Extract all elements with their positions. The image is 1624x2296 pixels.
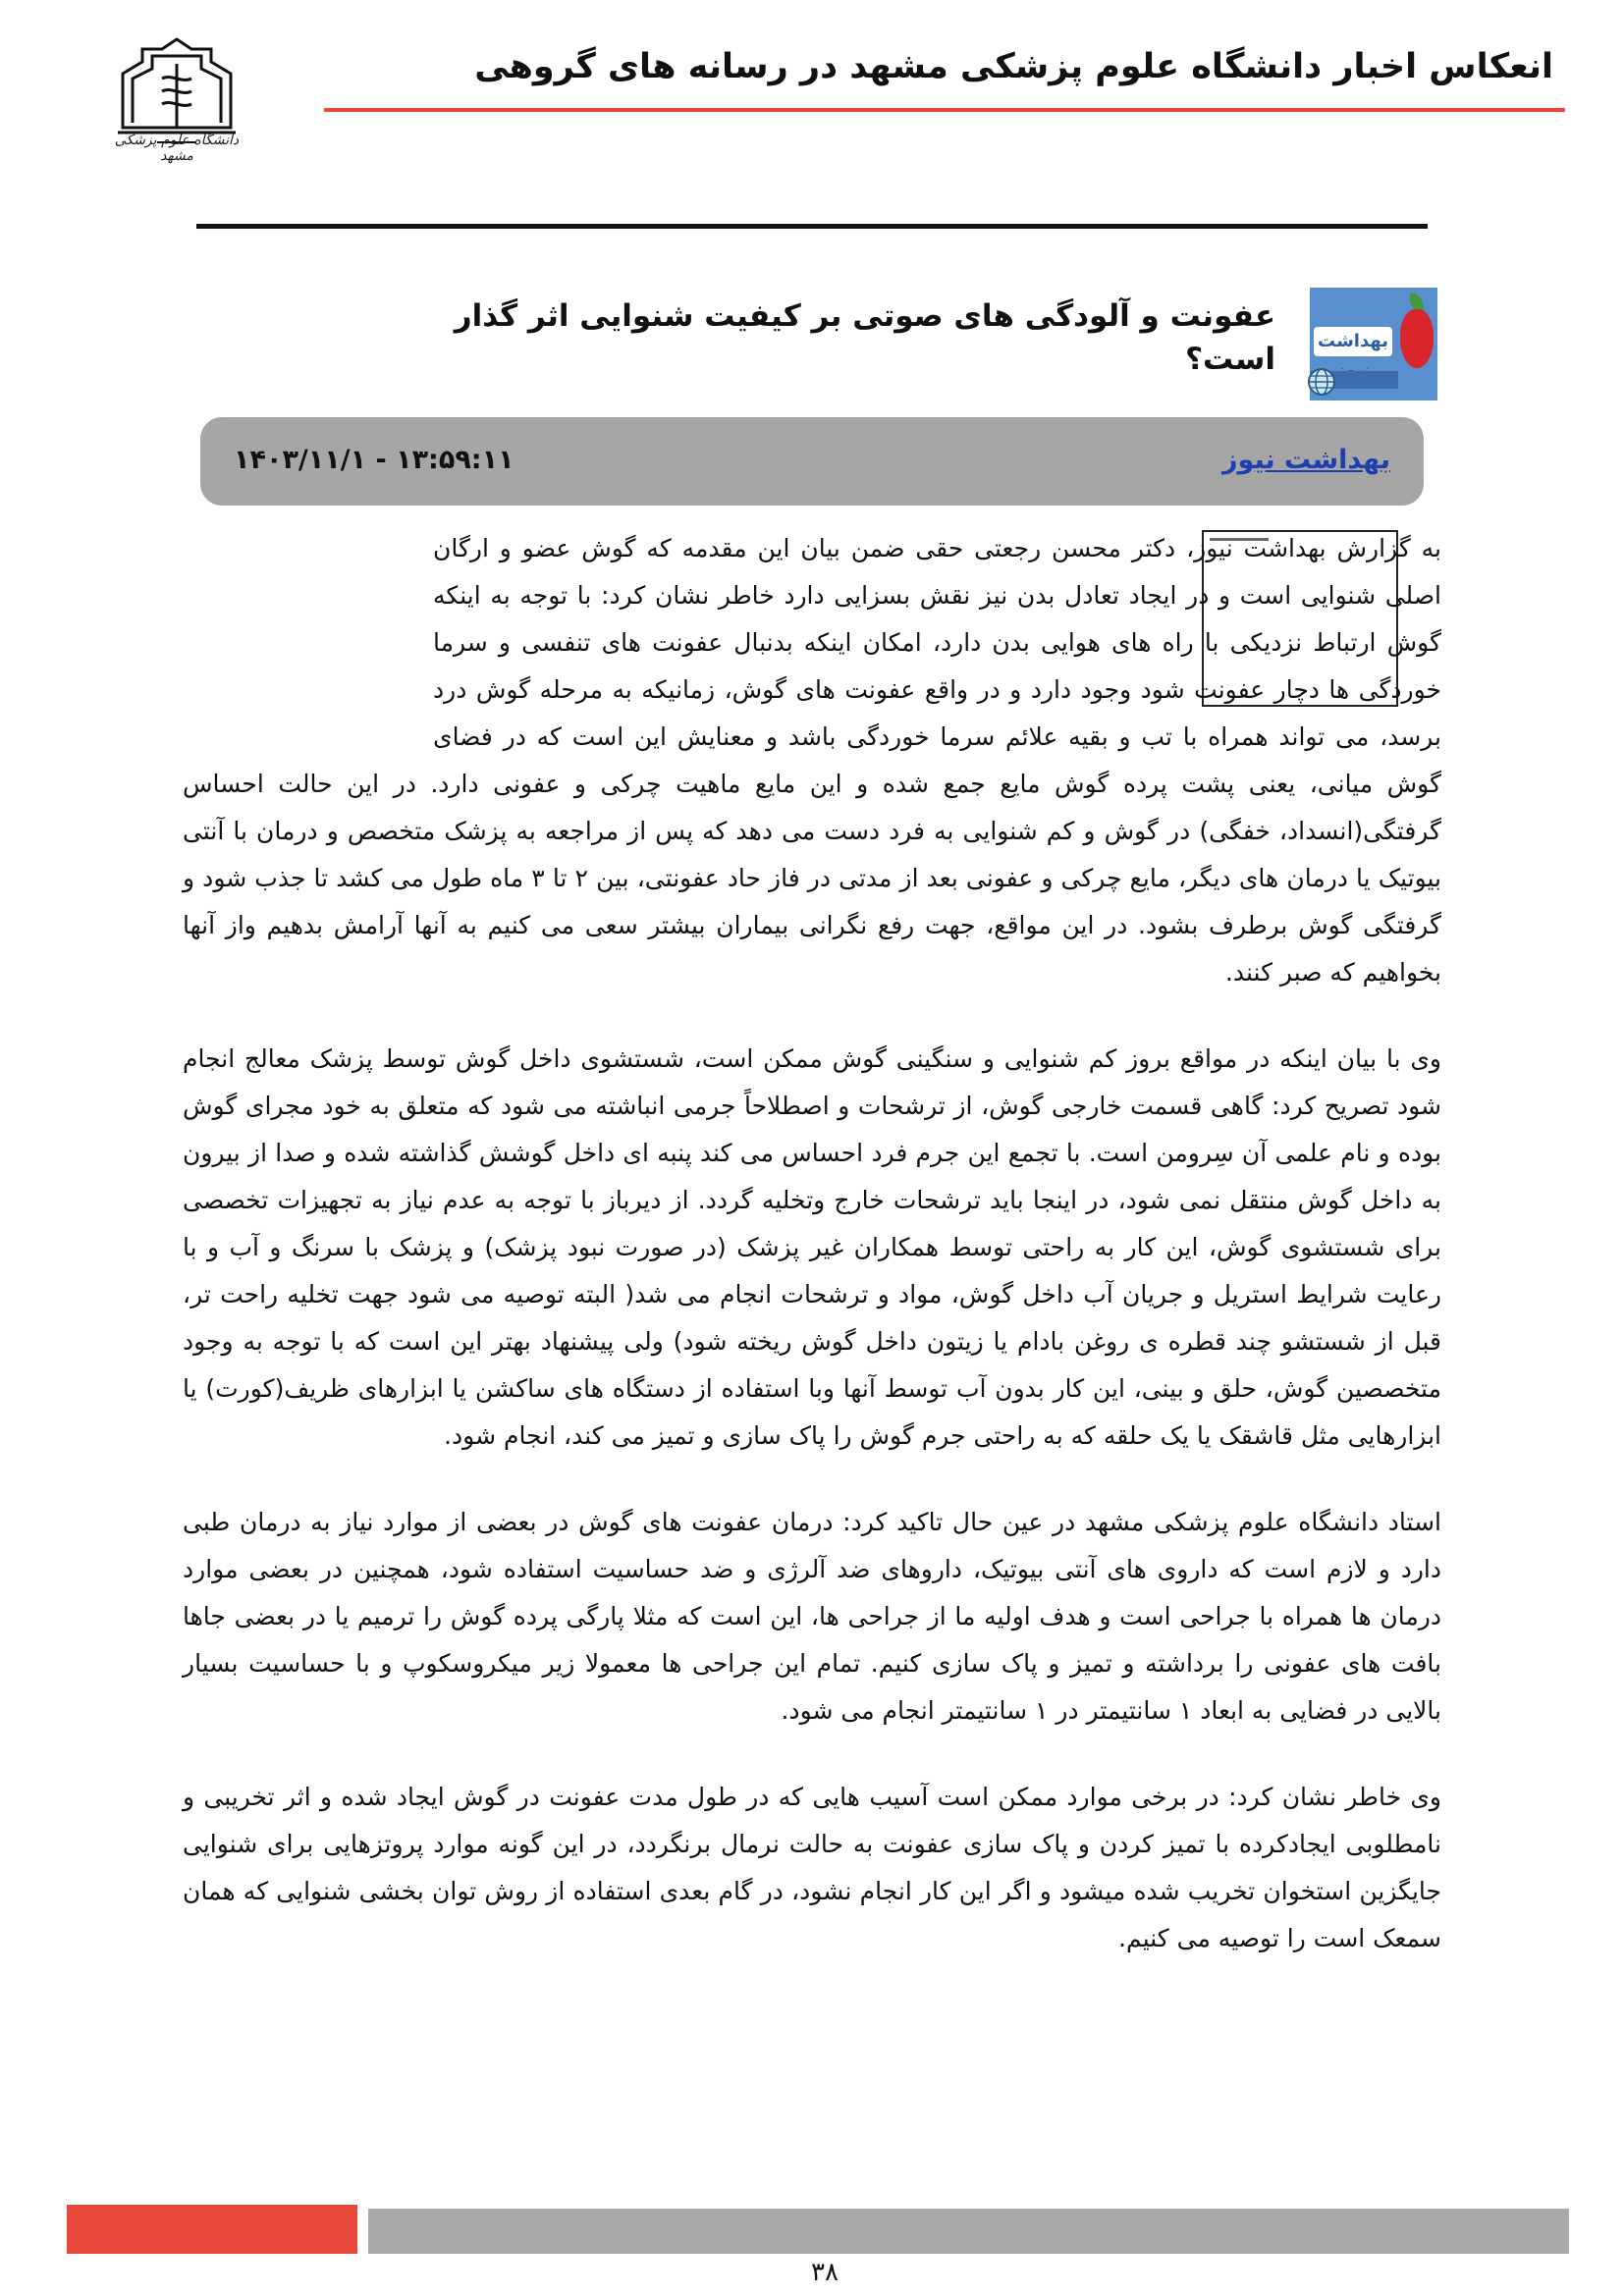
source-link[interactable]: بهداشت نیوز (1222, 445, 1390, 475)
image-float-spacer (183, 525, 433, 751)
header-divider (324, 108, 1565, 112)
publish-datetime: ۱۴۰۳/۱۱/۱ - ۱۳:۵۹:۱۱ (234, 445, 514, 475)
article-paragraph: استاد دانشگاه علوم پزشکی مشهد در عین حال تاکید کرد: درمان عفونت های گوش در بعضی از موارد نیاز به درمان طبی دارد و لازم است که داروی های آنتی بیوتیک، داروهای ضد آلرژی و ضد حساسیت استفاده شود، همچنین در بعضی موارد درمان ها همراه با جراحی است و هدف اولیه ما از جراحی ها، این است که مثلا پارگی پرده گوش را ترمیم یا در بعضی جاها بافت های عفونی را برداشته و تمیز و پاک سازی کنیم. تمام این جراحی ها معمولا زیر میکروسکوپ و با حساسیت بسیار بالایی در فضایی به ابعاد ۱ سانتیمتر در ۱ سانتیمتر انجام می شود. (183, 1508, 1441, 1725)
footer-accent-bar (67, 2205, 357, 2254)
footer-bar (368, 2209, 1569, 2254)
logo-caption: دانشگاه علوم پزشکی مشهد (114, 133, 240, 164)
article-title: عفونت و آلودگی های صوتی بر کیفیت شنوایی اثر گذار است؟ (454, 298, 1275, 377)
apple-icon (1400, 309, 1434, 368)
page-number: ۳۸ (811, 2258, 839, 2287)
header-title: انعکاس اخبار دانشگاه علوم پزشکی مشهد در رسانه های گروهی (474, 47, 1553, 86)
globe-icon[interactable] (1306, 366, 1337, 398)
article-body (183, 525, 1441, 2002)
article-meta-bar (200, 417, 1424, 506)
article-paragraph: وی خاطر نشان کرد: در برخی موارد ممکن است آسیب هایی که در طول مدت عفونت در گوش ایجاد شده و اثر تخریبی و نامطلوبی ایجادکرده با تمیز کردن و پاک سازی عفونت به حالت نرمال برنگردد، در این گونه موارد پروتزهایی برای شنوایی جایگزین استخوان تخریب شده میشود و اگر این کار انجام نشود، در گام بعدی استفاده از روش توان بخشی شنوایی که همان سمعک است را توصیه می کنیم. (183, 1783, 1441, 1952)
article-paragraph: وی با بیان اینکه در مواقع بروز کم شنوایی و سنگینی گوش ممکن است، شستشوی داخل گوش توسط پزشک معالج انجام شود تصریح کرد: گاهی قسمت خارجی گوش، از ترشحات و اصطلاحاً جرمی انباشته می شود که متعلق به خود مجرای گوش بوده و نام علمی آن سِرومن است. با تجمع این جرم فرد احساس می کند پنبه ای داخل گوشش گذاشته شده و صدا از بیرون به داخل گوش منتقل نمی شود، در اینجا باید ترشحات خارج وتخلیه گردد. از دیرباز با توجه به عدم نیاز به تجهیزات تخصصی برای شستشوی گوش، این کار به راحتی توسط همکاران غیر پزشک (در صورت نبود پزشک) و پزشک با سرنگ و آب و با رعایت شرایط استریل و جریان آب داخل گوش، مواد و ترشحات انجام می شد( البته توصیه می شود جهت تخلیه راحت تر، قبل از شستشو چند قطره ی روغن بادام یا زیتون داخل گوش ریخته شود) ولی پیشنهاد بهتر این است که با توجه به وجود متخصصین گوش، حلق و بینی، این کار بدون آب توسط آنها وبا استفاده از دستگاه های ساکشن یا ابزارهای ظریف(کورت) یا ابزارهایی مثل قاشقک یا یک حلقه که به راحتی جرم گوش را پاک سازی و تمیز می کند، انجام شود. (183, 1044, 1441, 1450)
section-rule (196, 224, 1428, 229)
source-logo-text: بهداشت (1314, 327, 1392, 356)
article-paragraph: به گزارش بهداشت نیوز، دکتر محسن رجعتی حقی ضمن بیان این مقدمه که گوش عضو و ارگان اصلی شنوایی است و در ایجاد تعادل بدن نیز نقش بسزایی دارد خاطر نشان کرد: با توجه به اینکه گوش ارتباط نزدیکی با راه های هوایی بدن دارد، امکان اینکه بدنبال عفونت های تنفسی و سرما خوردگی ها دچار عفونت شود وجود دارد و در واقع عفونت های گوش، زمانیکه به مرحله گوش درد برسد، می تواند همراه با تب و بقیه علائم سرما خوردگی باشد و معنایش این است که در فضای گوش میانی، یعنی پشت پرده گوش مایع جمع شده و این مایع ماهیت چرکی و عفونی دارد. در این حالت احساس گرفتگی(انسداد، خفگی) در گوش و کم شنوایی به فرد دست می دهد که پس از مراجعه به پزشک متخصص و درمان با آنتی بیوتیک یا درمان های دیگر، مایع چرکی و عفونی بعد از مدتی در فاز حاد عفونتی، بین ۲ تا ۳ ماه طول می کشد تا جذب شود و گرفتگی گوش برطرف بشود. در این مواقع، جهت رفع نگرانی بیماران بیشتر سعی می کنیم به آنها آرامش بدهیم واز آنها بخواهیم که صبر کنند. (183, 534, 1442, 987)
